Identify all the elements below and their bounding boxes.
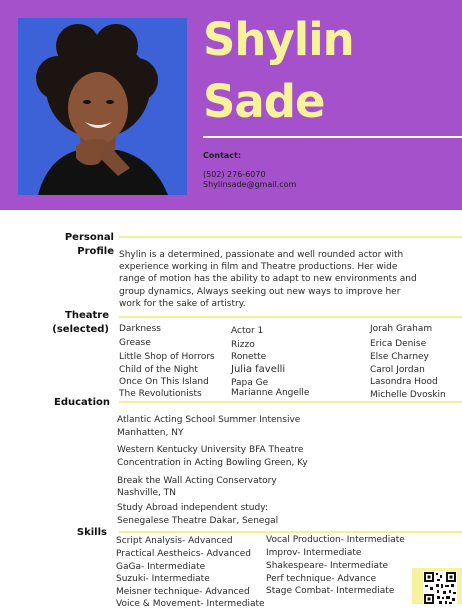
show-title: Little Shop of Horrors bbox=[119, 352, 215, 362]
skills-rule bbox=[119, 531, 462, 533]
role-name: Rizzo bbox=[231, 340, 255, 350]
education-line: Atlantic Acting School Summer Intensive bbox=[117, 415, 301, 425]
show-title: The Revolutionists bbox=[119, 389, 202, 399]
director-name: Carol Jordan bbox=[370, 365, 425, 375]
skill-item: GaGa- Intermediate bbox=[116, 562, 206, 572]
theatre-rule bbox=[119, 316, 462, 318]
skill-item: Stage Combat- Intermediate bbox=[266, 586, 395, 596]
education-line: Senegalese Theatre Dakar, Senegal bbox=[117, 516, 279, 526]
theatre-heading-line2: (selected) bbox=[52, 324, 109, 335]
skill-item: Script Analysis- Advanced bbox=[116, 536, 233, 546]
education-line: Break the Wall Acting Conservatory bbox=[117, 476, 277, 486]
skill-item: Improv- Intermediate bbox=[266, 548, 362, 558]
education-line: Concentration in Acting Bowling Green, Ky bbox=[117, 458, 308, 468]
director-name: Erica Denise bbox=[370, 339, 427, 349]
qr-code-icon[interactable] bbox=[423, 571, 457, 605]
skills-heading: Skills bbox=[76, 527, 107, 538]
show-title: Grease bbox=[119, 338, 151, 348]
profile-heading-line2: Profile bbox=[77, 246, 114, 257]
theatre-heading-line1: Theatre bbox=[65, 310, 109, 321]
skill-item: Suzuki- Intermediate bbox=[116, 574, 210, 584]
skill-item: Practical Aestheics- Advanced bbox=[116, 549, 251, 559]
education-heading: Education bbox=[54, 397, 110, 408]
last-name: Sade bbox=[203, 75, 325, 128]
skill-item: Meisner technique- Advanced bbox=[116, 587, 250, 597]
profile-text: Shylin is a determined, passionate and well rounded actor with experience working in film and Theatre productions. Her wide range of motion has the ability to adapt to new environments and group dynamics, Always seeking out new ways to improve her work for the sake of artistry. bbox=[119, 250, 417, 309]
show-title: Child of the Night bbox=[119, 365, 198, 375]
role-name: Ronette bbox=[231, 352, 267, 362]
skill-item: Perf technique- Advance bbox=[266, 574, 377, 584]
contact-email[interactable]: Shylinsade@gmail.com bbox=[203, 180, 297, 189]
contact-phone: (502) 276-6070 bbox=[203, 170, 266, 179]
education-rule bbox=[119, 401, 462, 403]
theatre-heading bbox=[52, 309, 109, 337]
role-name: Papa Ge bbox=[231, 378, 269, 388]
first-name: Shylin bbox=[203, 13, 354, 66]
role-name: Actor 1 bbox=[231, 326, 264, 336]
show-title: Once On This Island bbox=[119, 377, 209, 387]
show-title: Darkness bbox=[119, 324, 161, 334]
header-divider bbox=[203, 136, 462, 138]
profile-heading-line1: Personal bbox=[64, 232, 114, 243]
education-line: Western Kentucky University BFA Theatre bbox=[117, 445, 304, 455]
director-name: Michelle Dvoskin bbox=[370, 390, 446, 400]
skill-item: Vocal Production- Intermediate bbox=[266, 535, 405, 545]
contact-label: Contact: bbox=[203, 151, 242, 160]
director-name: Else Charney bbox=[370, 352, 429, 362]
director-name: Lasondra Hood bbox=[370, 377, 438, 387]
education-line: Manhatten, NY bbox=[117, 428, 184, 438]
profile-rule bbox=[119, 236, 462, 238]
header-band bbox=[0, 0, 462, 210]
education-line: Study Abroad independent study: bbox=[117, 503, 268, 513]
portrait-illustration bbox=[18, 18, 187, 195]
role-name: Julia favelli bbox=[231, 364, 286, 375]
profile-photo bbox=[18, 18, 187, 195]
qr-code-graphic bbox=[423, 571, 457, 605]
role-name: Marianne Angelle bbox=[231, 388, 310, 398]
skill-item: Voice & Movement- Intermediate bbox=[116, 599, 265, 609]
education-line: Nashville, TN bbox=[117, 488, 176, 498]
director-name: Jorah Graham bbox=[370, 324, 433, 334]
profile-heading bbox=[65, 231, 114, 259]
skill-item: Shakespeare- Intermediate bbox=[266, 561, 389, 571]
